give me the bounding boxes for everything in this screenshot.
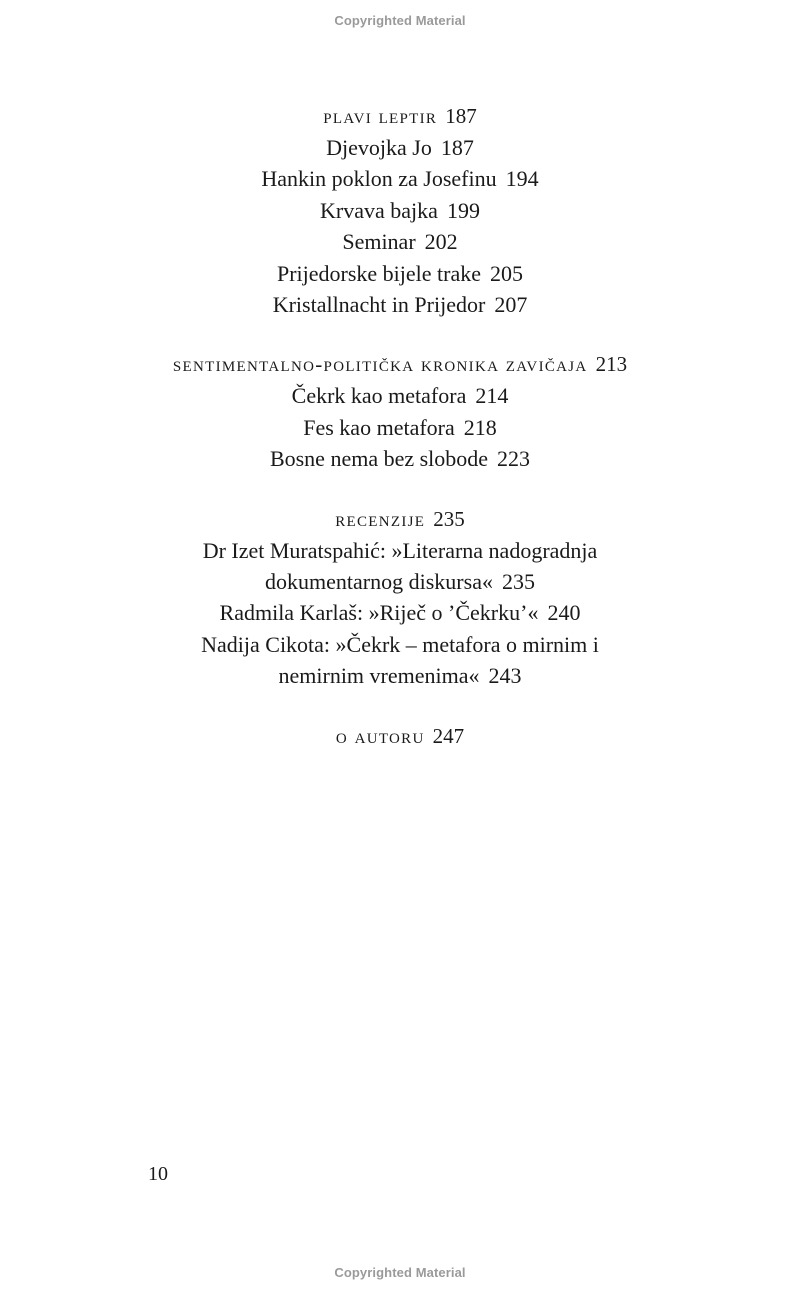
entry-page-number: 218 <box>463 414 497 440</box>
toc-entry <box>0 132 800 163</box>
entry-page-number: 235 <box>501 569 535 595</box>
section-heading <box>0 101 800 132</box>
section-heading <box>0 349 800 380</box>
entry-title: dokumentarnog diskursa« <box>265 569 493 595</box>
entry-title: Dr Izet Muratspahić: »Literarna nadogradnja <box>202 537 598 563</box>
toc-section-o-autoru <box>0 721 800 752</box>
table-of-contents <box>0 101 800 781</box>
toc-entry <box>0 258 800 289</box>
entry-page-number: 243 <box>488 663 522 689</box>
entry-title: Radmila Karlaš: »Riječ o ’Čekrku’« <box>219 600 539 626</box>
entry-page-number: 205 <box>490 260 524 286</box>
entry-title: Bosne nema bez slobode <box>269 446 489 472</box>
entry-page-number: 187 <box>440 135 474 160</box>
copyright-watermark-top: Copyrighted Material <box>334 13 466 28</box>
entry-page-number: 207 <box>494 292 528 318</box>
entry-title: nemirnim vremenima« <box>278 663 480 689</box>
section-title: sentimentalno-politička kronika zavičaja <box>172 352 588 377</box>
entry-page-number: 202 <box>424 229 458 255</box>
toc-entry <box>0 226 800 257</box>
entry-title: Nadija Cikota: »Čekrk – metafora o mirnim i <box>201 631 599 657</box>
entry-title: Seminar <box>342 229 416 255</box>
section-page-number: 235 <box>433 506 465 531</box>
entry-page-number: 194 <box>505 166 539 192</box>
entry-page-number: 223 <box>497 446 531 472</box>
toc-entry <box>0 380 800 411</box>
entry-title: Kristallnacht in Prijedor <box>272 292 486 318</box>
toc-entry <box>0 535 800 566</box>
toc-entry <box>0 566 800 597</box>
entry-title: Fes kao metafora <box>303 414 455 440</box>
toc-section-recenzije <box>0 504 800 692</box>
entry-title: Prijedorske bijele trake <box>276 260 482 286</box>
toc-entry <box>0 629 800 660</box>
copyright-watermark-bottom: Copyrighted Material <box>334 1265 466 1280</box>
toc-entry <box>0 195 800 226</box>
section-page-number: 213 <box>595 352 628 377</box>
section-page-number: 247 <box>432 723 465 748</box>
section-heading <box>0 504 800 535</box>
section-heading <box>0 721 800 752</box>
page-number: 10 <box>148 1163 168 1185</box>
toc-entry <box>0 289 800 320</box>
entry-page-number: 214 <box>475 383 509 409</box>
toc-section-plavi-leptir <box>0 101 800 320</box>
section-page-number: 187 <box>445 104 477 128</box>
section-title: plavi leptir <box>323 104 438 128</box>
entry-title: Čekrk kao metafora <box>291 383 467 409</box>
entry-page-number: 199 <box>446 197 480 223</box>
toc-entry <box>0 443 800 474</box>
entry-title: Krvava bajka <box>320 197 438 223</box>
toc-entry <box>0 660 800 691</box>
entry-page-number: 240 <box>547 600 581 626</box>
toc-entry <box>0 163 800 194</box>
section-title: recenzije <box>335 506 426 531</box>
entry-title: Hankin poklon za Josefinu <box>261 166 497 192</box>
toc-entry <box>0 597 800 628</box>
toc-section-kronika-zavicaja <box>0 349 800 474</box>
entry-title: Djevojka Jo <box>326 135 432 160</box>
toc-entry <box>0 412 800 443</box>
section-title: o autoru <box>335 723 425 748</box>
